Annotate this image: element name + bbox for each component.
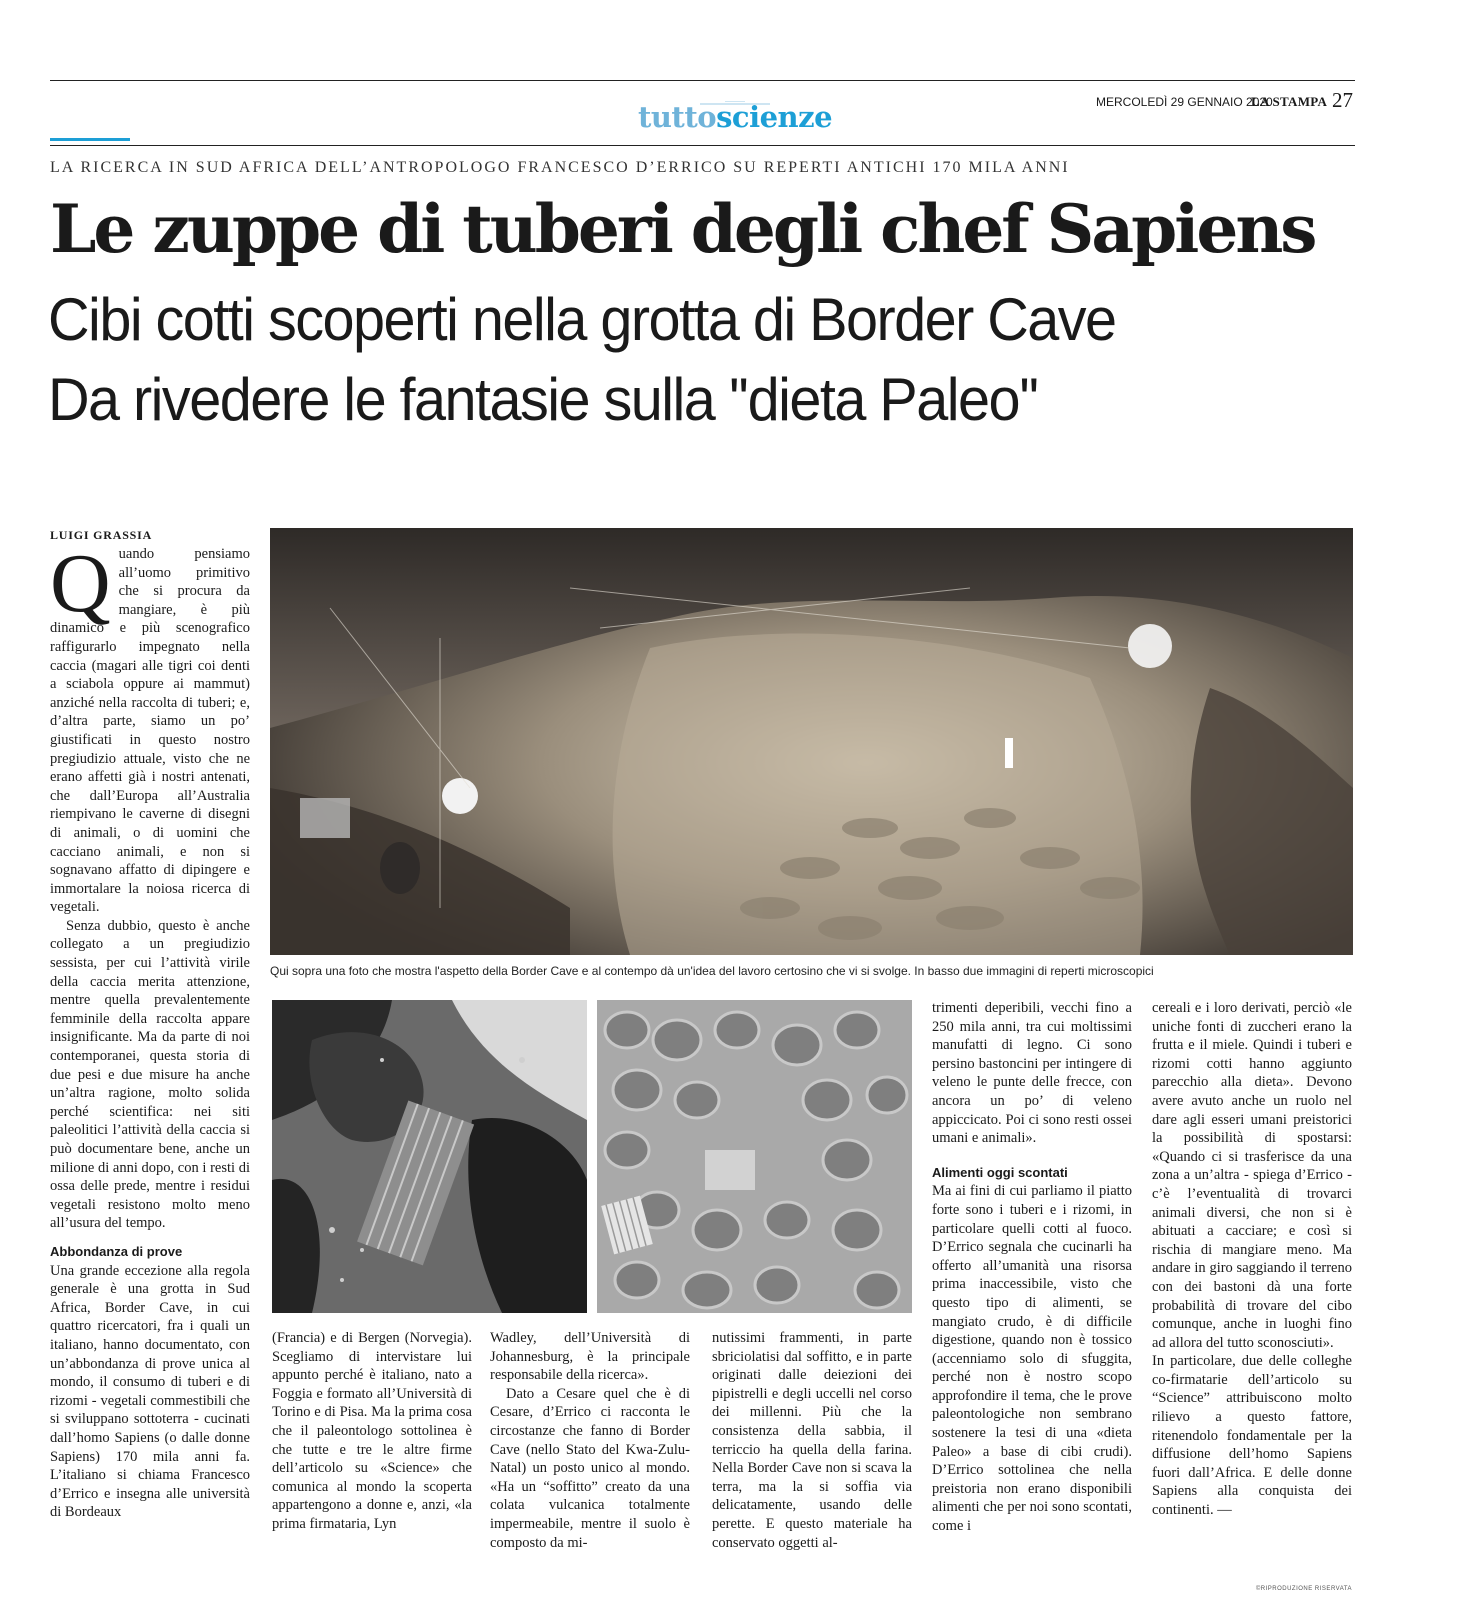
paragraph: Una grande eccezione alla regola generale è una grotta in Sud Africa, Border Cave, in cui quattro ricercatori, fra i quali un italiano, hanno documentato, con un’abbondanza di prove unica al mondo, il consumo di tuberi e di rizomi - vegetali commestibili che si sviluppano sottoterra - cucinati dall’homo Sapiens (o dalle donne Sapiens) 170 mila anni fa. L’italiano si chiama Francesco d’Errico e insegna alle università di Bordeaux xyxy=(50,1262,250,1521)
column-5 xyxy=(932,999,1132,1536)
section-ornament xyxy=(700,94,770,100)
paragraph: Senza dubbio, questo è anche collegato a un pregiudizio sessista, per cui l’attività virile della caccia merita attenzione, mentre quella prevalentemente femminile della raccolta appare insignificante. Ma da parte di noi contemporanei, questa storia di due pesi e due misure ha anche un’altra ragione, molto solida perché scientifica: nei siti paleolitici l’attività della caccia si può documentare bene, anche un milione di anni dopo, con i resti di ossa delle prede, mentre i residui vegetali resistono molto meno all’usura del tempo. xyxy=(50,917,250,1232)
accent-bar xyxy=(50,138,130,141)
article-subhead-2: Da rivedere le fantasie sulla ''dieta Paleo'' xyxy=(48,366,1038,433)
column-2 xyxy=(272,1329,472,1534)
subheading: Alimenti oggi scontati xyxy=(932,1164,1068,1180)
paragraph: cereali e i loro derivati, perciò «le uniche fonti di zuccheri erano la frutta e il miele. Quindi i tuberi e rizomi cotti hanno aggiunto parecchio alla dieta». Devono avere avuto anche un ruolo nel dare agli esseri umani preistorici la possibilità di spostarsi: «Quando ci si trasferisce da una zona a un’altra - spiega d’Errico - c’è l’eventualità di trovarci animali diversi, che non si è abituati a cacciare; e così si rischia di mangiare meno. Ma andare in giro saggiando il terreno con dei bastoni dà una forte probabilità di trovare del cibo comunque, anche in luoghi fino ad allora del tutto sconosciuti». xyxy=(1152,1000,1352,1351)
page-number: 27 xyxy=(1332,88,1353,112)
paragraph: uando pensiamo all’uomo primitivo che si procura da mangiare, è più dinamico e più scenografico raffigurarlo impegnato nella caccia (magari alle tigri coi denti a sciabola oppure ai mammut) anziché nella raccolta di tuberi; e, d’altra parte, siamo un po’ giustificati in questo nostro pregiudizio attuale, visto che ne erano affetti già i nostri antenati, che dall’Europa all’Australia riempivano le caverne di disegni di animali, o di uomini che cacciano animali, e non si sognavano affatto di dipingere e immortalare la noiosa ricerca di vegetali. xyxy=(50,546,250,916)
masthead-meta xyxy=(1060,88,1360,116)
masthead-rule xyxy=(50,145,1355,146)
microscope-photo-2 xyxy=(597,1000,912,1313)
section-title-right: scienze xyxy=(716,100,833,134)
paragraph: (Francia) e di Bergen (Norvegia). Scegliamo di intervistare lui appunto perché è italiano, nato a Foggia e formato all’Università di Torino e di Pisa. Ma la prima cosa che il paleontologo sottolinea è che tutte e tre le altre firme dell’articolo su «Science» che comunica al mondo la scoperta appartengono a donne e, anzi, «la prima firmataria, Lyn xyxy=(272,1330,472,1532)
section-title-left: tutto xyxy=(637,100,717,134)
paragraph: trimenti deperibili, vecchi fino a 250 mila anni, tra cui moltissimi manufatti di legno. Ci sono persino bastoncini per intingere di veleno le punte delle frecce, con ancora un po’ di veleno appiccicato. Poi ci sono resti ossei umani e animali». xyxy=(932,1000,1132,1147)
paragraph: In particolare, due delle colleghe co-firmatarie dell’articolo su “Science” attribuiscono molto rilievo a questo fattore, ritenendolo fondamentale per la diffusione dell’homo Sapiens fuori dall’Africa. E delle donne Sapiens alla conquista dei continenti. — xyxy=(1152,1353,1352,1519)
article-kicker: LA RICERCA IN SUD AFRICA DELL’ANTROPOLOGO FRANCESCO D’ERRICO SU REPERTI ANTICHI 170 MILA ANNI xyxy=(50,159,1070,176)
dropcap: Q xyxy=(50,537,111,630)
newspaper-name: LA STAMPA xyxy=(1251,94,1328,109)
column-6 xyxy=(1152,999,1352,1520)
paragraph: Ma ai fini di cui parliamo il piatto forte sono i tuberi e i rizomi, in particolare quelli cotti al fuoco. D’Errico segnala che cucinarli ha offerto all’umanità una risorsa prima inaccessibile, visto che questo tipo di alimenti, se mangiato crudo, è di difficile digestione, quando non è tossico (accenniamo solo di sfuggita, perché non è nostro scopo approfondire il tema, che le prove paleontologiche non sembrano sostenere la tesi di una «dieta Paleo» a base di cibi crudi). D’Errico sottolinea che nella preistoria non erano disponibili alimenti che per noi sono scontati, come i xyxy=(932,1183,1132,1535)
issue-date: MERCOLEDÌ 29 GENNAIO 2020 xyxy=(1096,95,1273,109)
paragraph: Wadley, dell’Università di Johannesburg, è la principale responsabile della ricerca». xyxy=(490,1330,690,1384)
cave-photo xyxy=(270,528,1353,955)
top-rule xyxy=(50,80,1355,81)
column-4 xyxy=(712,1329,912,1552)
microscope-photo-1 xyxy=(272,1000,587,1313)
byline: LUIGI GRASSIA xyxy=(50,528,153,542)
subheading: Abbondanza di prove xyxy=(50,1243,183,1259)
column-1 xyxy=(50,537,250,1522)
paragraph: nutissimi frammenti, in parte sbriciolatisi dal soffitto, e in parte originati dalle deiezioni dei pipistrelli e degli uccelli nel corso dei millenni. Più che la consistenza della sabbia, il terriccio ha quella della farina. Nella Border Cave non si scava la terra, ma la si soffia via delicatamente, usando delle perette. E questo materiale ha conservato oggetti al- xyxy=(712,1330,912,1551)
photo-caption: Qui sopra una foto che mostra l'aspetto della Border Cave e al contempo dà un'idea del lavoro certosino che vi si svolge. In basso due immagini di reperti microscopici xyxy=(270,964,1154,978)
paragraph: Dato a Cesare quel che è di Cesare, d’Errico ci racconta le circostanze che fanno di Border Cave (nello Stato del Kwa-Zulu-Natal) un posto unico al mondo. «Ha un “soffitto” creato da una colata vulcanica totalmente impermeabile, mentre il suolo è composto da mi- xyxy=(490,1385,690,1551)
copyright-notice: ©RIPRODUZIONE RISERVATA xyxy=(1255,1586,1352,1592)
article-headline: Le zuppe di tuberi degli chef Sapiens xyxy=(50,190,1315,268)
column-3 xyxy=(490,1329,690,1552)
article-subhead-1: Cibi cotti scoperti nella grotta di Border Cave xyxy=(48,286,1116,353)
